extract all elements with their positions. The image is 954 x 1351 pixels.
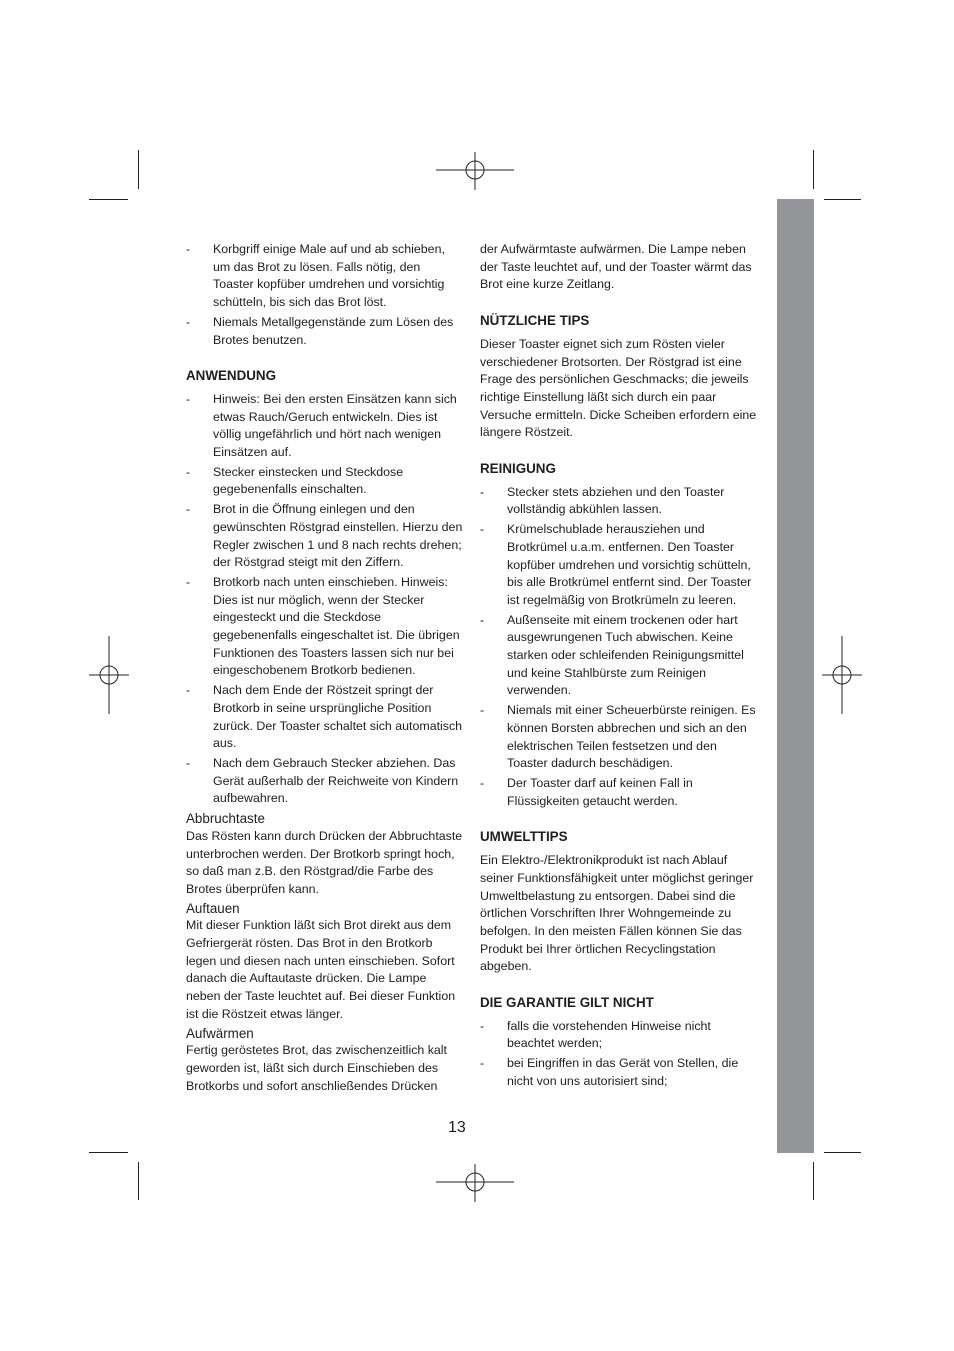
list-item xyxy=(480,1055,758,1090)
bullet-dash: - xyxy=(186,683,191,698)
list-item-text: falls die vorstehenden Hinweise nicht beachtet werden; xyxy=(507,1018,711,1051)
subsection-heading: Aufwärmen xyxy=(186,1025,254,1041)
left-column xyxy=(186,241,464,1095)
list-item xyxy=(186,501,464,572)
list-item xyxy=(186,391,464,462)
list-item xyxy=(186,464,464,499)
list-item-text: Stecker einstecken und Steckdose gegebenenfalls einschalten. xyxy=(213,464,404,497)
paragraph: Mit dieser Funktion läßt sich Brot direkt aus dem Gefriergerät rösten. Das Brot in den Brotkorb legen und diesen nach unten einschieben. Sofort danach die Auftautaste drücken. Die Lampe neben der Taste leuchtet auf. Bei dieser Funktion ist die Röstzeit etwas länger. xyxy=(186,918,456,1021)
list-item-text: Niemals mit einer Scheuerbürste reinigen. Es können Borsten abbrechen und sich an den elektrischen Teilen festsetzen und den Toaster dadurch beschädigen. xyxy=(507,703,756,771)
list-item-text: Niemals Metallgegenstände zum Lösen des Brotes benutzen. xyxy=(213,314,454,347)
list-item xyxy=(480,612,758,701)
page-number: 13 xyxy=(448,1119,466,1136)
list-item-text: Nach dem Gebrauch Stecker abziehen. Das Gerät außerhalb der Reichweite von Kindern aufbewahren. xyxy=(213,755,459,806)
list-item xyxy=(480,484,758,519)
section-heading: ANWENDUNG xyxy=(186,368,277,384)
bullet-dash: - xyxy=(480,1018,485,1033)
bullet-dash: - xyxy=(186,242,191,256)
registration-mark-top xyxy=(436,150,516,192)
bullet-dash: - xyxy=(186,391,191,406)
bullet-dash: - xyxy=(480,522,485,537)
paragraph: Das Rösten kann durch Drücken der Abbruchtaste unterbrochen werden. Der Brotkorb springt hoch, so daß man z.B. den Röstgrad/die Farbe des Brotes überprüfen kann. xyxy=(186,828,463,896)
registration-mark-left xyxy=(89,636,131,716)
registration-mark-bottom xyxy=(436,1162,516,1204)
list-item xyxy=(480,521,758,610)
subsection-heading: Auftauen xyxy=(186,900,240,916)
list-item xyxy=(480,702,758,773)
bullet-dash: - xyxy=(480,703,485,718)
section-heading: REINIGUNG xyxy=(480,461,556,477)
list-item xyxy=(186,755,464,808)
section-heading: UMWELTTIPS xyxy=(480,829,568,845)
bullet-dash: - xyxy=(480,484,485,499)
subsection-heading: Abbruchtaste xyxy=(186,811,265,827)
bullet-dash: - xyxy=(186,464,191,479)
paragraph: Ein Elektro-/Elektronikprodukt ist nach Ablauf seiner Funktionsfähigkeit unter möglichst geringer Umweltbelastung zu entsorgen. Dabei sind die örtlichen Vorschriften Ihrer Wohngemeinde zu befolgen. In den meisten Fällen können Sie das Produkt bei Ihrer örtlichen Recyclingstation abgeben. xyxy=(480,853,754,974)
paragraph: Dieser Toaster eignet sich zum Rösten vieler verschiedener Brotsorten. Der Röstgrad ist eine Frage des persönlichen Geschmacks; die jeweils richtige Einstellung läßt sich durch ein paar Versuche ermitteln. Dicke Scheiben erfordern eine längere Röstzeit. xyxy=(480,336,757,440)
list-item xyxy=(186,682,464,753)
bullet-dash: - xyxy=(186,755,191,770)
bullet-dash: - xyxy=(480,775,485,790)
bullet-dash: - xyxy=(186,314,191,329)
list-item-text: bei Eingriffen in das Gerät von Stellen, die nicht von uns autorisiert sind; xyxy=(507,1056,739,1088)
list-item-text: Korbgriff einige Male auf und ab schieben, um das Brot zu lösen. Falls nötig, den Toaster kopfüber umdrehen und vorsichtig schütteln, bis sich das Brot löst. xyxy=(213,242,445,310)
list-item xyxy=(480,775,758,810)
list-item xyxy=(186,314,464,349)
paragraph: Fertig geröstetes Brot, das zwischenzeitlich kalt geworden ist, läßt sich durch Einschieben des Brotkorbs und sofort anschließendes Drücken xyxy=(186,1043,448,1093)
list-item-text: Nach dem Ende der Röstzeit springt der Brotkorb in seine ursprüngliche Position zurück. Der Toaster schaltet sich automatisch aus. xyxy=(213,683,463,751)
bullet-dash: - xyxy=(480,1056,485,1071)
side-tab xyxy=(777,199,814,1153)
list-item xyxy=(186,241,464,312)
section-heading: NÜTZLICHE TIPS xyxy=(480,313,590,329)
list-item-text: Brotkorb nach unten einschieben. Hinweis: Dies ist nur möglich, wenn der Stecker eingesteckt und die Steckdose gegebenenfalls eingeschaltet ist. Die übrigen Funktionen des Toasters lassen sich nur bei eingeschobenem Brotkorb bedienen. xyxy=(213,574,460,678)
bullet-dash: - xyxy=(480,612,485,627)
list-item-text: Krümelschublade herausziehen und Brotkrümel u.a.m. entfernen. Den Toaster kopfüber umdrehen und vorsichtig schütteln, bis alle Brotkrümel entfernt sind. Der Toaster ist regelmäßig von Brotkrümeln zu leeren. xyxy=(507,522,752,607)
bullet-dash: - xyxy=(186,574,191,589)
list-item-text: Außenseite mit einem trockenen oder hart ausgewrungenen Tuch abwischen. Keine starken oder schleifenden Reinigungsmittel und keine Stahlbürste zum Reinigen verwenden. xyxy=(507,612,744,698)
list-item-text: Brot in die Öffnung einlegen und den gewünschten Röstgrad einstellen. Hierzu den Regler zwischen 1 und 8 nach rechts drehen; der Röstgrad steigt mit den Ziffern. xyxy=(213,502,463,570)
section-heading: DIE GARANTIE GILT NICHT xyxy=(480,995,654,1011)
list-item-text: Hinweis: Bei den ersten Einsätzen kann sich etwas Rauch/Geruch entwickeln. Dies ist völlig ungefährlich und hört nach wenigen Einsätzen auf. xyxy=(213,391,457,460)
list-item-text: Stecker stets abziehen und den Toaster vollständig abkühlen lassen. xyxy=(507,484,725,517)
bullet-dash: - xyxy=(186,502,191,517)
registration-mark-right xyxy=(822,636,864,716)
right-column xyxy=(480,241,758,1093)
list-item xyxy=(480,1018,758,1053)
list-item xyxy=(186,574,464,680)
list-item-text: Der Toaster darf auf keinen Fall in Flüssigkeiten getaucht werden. xyxy=(507,775,693,808)
paragraph: der Aufwärmtaste aufwärmen. Die Lampe neben der Taste leuchtet auf, und der Toaster wärmt das Brot eine kurze Zeitlang. xyxy=(480,242,752,292)
